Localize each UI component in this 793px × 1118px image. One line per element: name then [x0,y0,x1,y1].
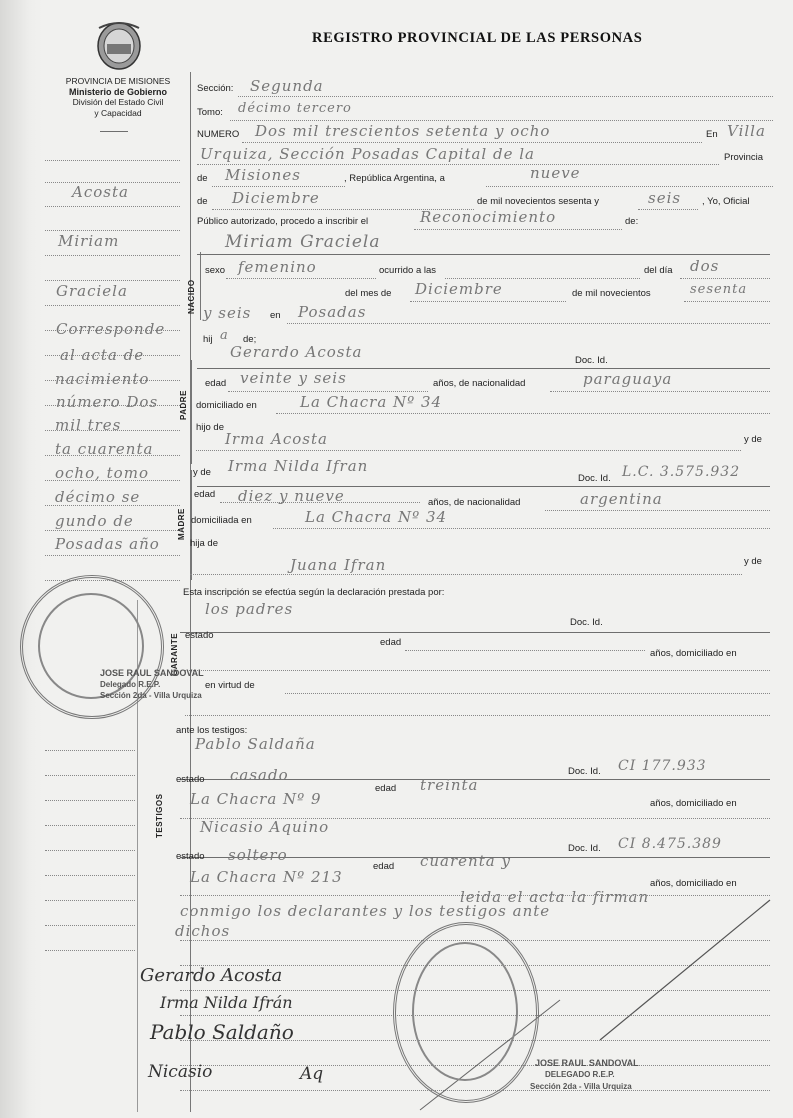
closing-text-3: dichos [175,922,231,940]
birth-day-value: dos [690,257,720,275]
act-type-value: Reconocimiento [420,208,557,226]
official-seal-right-inner [412,942,518,1081]
mother-name-value: Irma Nilda Ifran [228,457,369,475]
section-label-garante: GARANTE [170,632,179,676]
mother-parents-value: Juana Ifran [290,556,387,574]
stamp-place: Sección 2da - Villa Urquiza [530,1082,632,1091]
signature: Aq [300,1064,324,1084]
birth-year-cont-value: y seis [203,304,252,322]
margin-note: nacimiento [55,370,150,388]
section-label-testigos: TESTIGOS [155,793,164,838]
witness-2-name-value: Nicasio Aquino [200,818,330,836]
father-parents-value: Irma Acosta [225,430,328,448]
witness-2-doc-value: CI 8.475.389 [618,836,722,852]
closing-text-2: conmigo los declarantes y los testigos ante [180,902,551,920]
father-nationality-value: paraguaya [583,370,673,388]
child-gender-value: a [220,328,229,343]
margin-note: Posadas año [55,535,160,553]
margin-note: Miriam [58,232,120,250]
stamp-place: Sección 2da - Villa Urquiza [100,691,202,700]
margin-note: ocho, tomo [55,464,149,482]
witness-2-status-value: soltero [228,846,288,864]
signature: Nicasio [148,1062,213,1082]
mother-doc-value: L.C. 3.575.932 [622,464,741,480]
margin-note: número Dos [56,393,159,411]
margin-note: Corresponde [56,320,166,338]
signature: Pablo Saldaño [150,1020,294,1044]
margin-note: al acta de [60,346,145,364]
year-value: seis [648,189,682,207]
margin-note: mil tres [55,416,122,434]
margin-note: Graciela [56,282,128,300]
margin-note: Acosta [72,183,129,201]
closing-text: leida el acta la firman [460,888,650,906]
section-label-madre: MADRE [177,508,186,540]
margin-note: gundo de [55,512,134,530]
child-name-value: Miriam Graciela [225,232,381,252]
witness-1-address-value: La Chacra Nº 9 [190,790,322,808]
sex-value: femenino [238,258,317,276]
birth-year-value: sesenta [690,282,748,297]
section-label-padre: PADRE [179,390,188,420]
witness-2-address-value: La Chacra Nº 213 [190,868,343,886]
day-value: nueve [530,164,581,182]
signature: Gerardo Acosta [140,965,283,986]
mother-address-value: La Chacra Nº 34 [305,508,448,526]
stamp-role: Delegado R.E.P. [100,680,161,689]
division-label: División del Estado Civil [72,97,164,107]
witness-1-name-value: Pablo Saldaña [195,735,316,753]
stamp-role: DELEGADO R.E.P. [545,1070,615,1079]
document-page: PROVINCIA DE MISIONES Ministerio de Gobierno División del Estado Civil y Capacidad REGISTRO PROVINCIAL DE LAS PERSONAS Acosta Miriam Graciela Corresponde al acta de nacimiento número Dos mil tres ta cuarenta ocho, tomo décimo se gundo de Posadas año Sección: Segunda Tomo: décimo tercero NUMERO Dos mil trescientos setenta y ocho En Villa Urquiza, Sección Posadas Capital de la Provincia de Misiones , República Argentina, a nueve de Diciembre de mil novecientos sesenta y seis , Yo, Oficial Público autorizado, procedo a inscribir el Reconocimiento de: Miriam Graciela NACIDO sexo femenino ocurrido a las del día dos del mes de Diciembre de mil novecientos sesenta y seis en Posadas hij a de; Gerardo Acosta Doc. Id. PADRE edad veinte y seis años, de nacionalidad paraguaya domiciliado en La Chacra Nº 34 hijo de Irma Acosta y de y de Irma Nilda Ifran Doc. Id. L.C. 3.575.932 MADRE edad diez y nueve años, de nacionalidad argentina domiciliada en La Chacra Nº 34 hija de Juana Ifran y de Esta inscripción se efectúa según la declaración prestada por: los padres Doc. Id. GARANTE estado edad años, domiciliado en en virtud de ante los testigos: Pablo Saldaña Doc. Id. CI 177.933 TESTIGOS estado casado edad treinta años, domiciliado en La Chacra Nº 9 Nicasio Aquino Doc. Id. CI 8.475.389 estado soltero edad cuarenta y años, domiciliado en La Chacra Nº 213 leida el acta la firman conmigo los declarantes y los testigos ante dichos JOSE RAUL SANDOVAL Delegado R.E.P. Sección 2da - Villa Urquiza JOSE RAUL SANDOVAL DELEGADO R.E.P. Sección 2da - Villa Urquiza Gerardo Acosta Irma Nilda Ifrán Pablo Saldaño Nicasio Aq [0,0,793,1118]
en-value: Villa [727,122,766,140]
declarants-value: los padres [205,600,294,618]
father-name-value: Gerardo Acosta [230,343,363,361]
province-value: Misiones [225,166,301,184]
margin-note: décimo se [55,488,141,506]
stamp-name: JOSE RAUL SANDOVAL [535,1058,639,1068]
seccion-value: Segunda [250,77,324,95]
signature: Irma Nilda Ifrán [160,993,293,1012]
witness-1-age-value: treinta [420,776,479,794]
section-label-nacido: NACIDO [187,279,196,314]
ministry-label: Ministerio de Gobierno [68,86,167,97]
division-label-2: y Capacidad [94,107,142,118]
province-label: PROVINCIA DE MISIONES [65,76,171,86]
witness-1-status-value: casado [230,766,289,784]
place-value: Urquiza, Sección Posadas Capital de la [200,145,535,163]
birth-month-value: Diciembre [415,280,503,298]
mother-age-value: diez y nueve [238,487,345,505]
mother-nationality-value: argentina [580,490,663,508]
margin-note: ta cuarenta [55,440,154,458]
document-title: REGISTRO PROVINCIAL DE LAS PERSONAS [312,30,643,46]
month-value: Diciembre [232,189,320,207]
witness-1-doc-value: CI 177.933 [618,758,707,774]
stamp-name: JOSE RAUL SANDOVAL [100,668,204,678]
father-age-value: veinte y seis [240,369,347,387]
numero-value: Dos mil trescientos setenta y ocho [255,122,551,140]
birth-place-value: Posadas [298,303,367,321]
tomo-value: décimo tercero [238,101,352,116]
father-address-value: La Chacra Nº 34 [300,393,443,411]
witness-2-age-value: cuarenta y [420,852,511,870]
